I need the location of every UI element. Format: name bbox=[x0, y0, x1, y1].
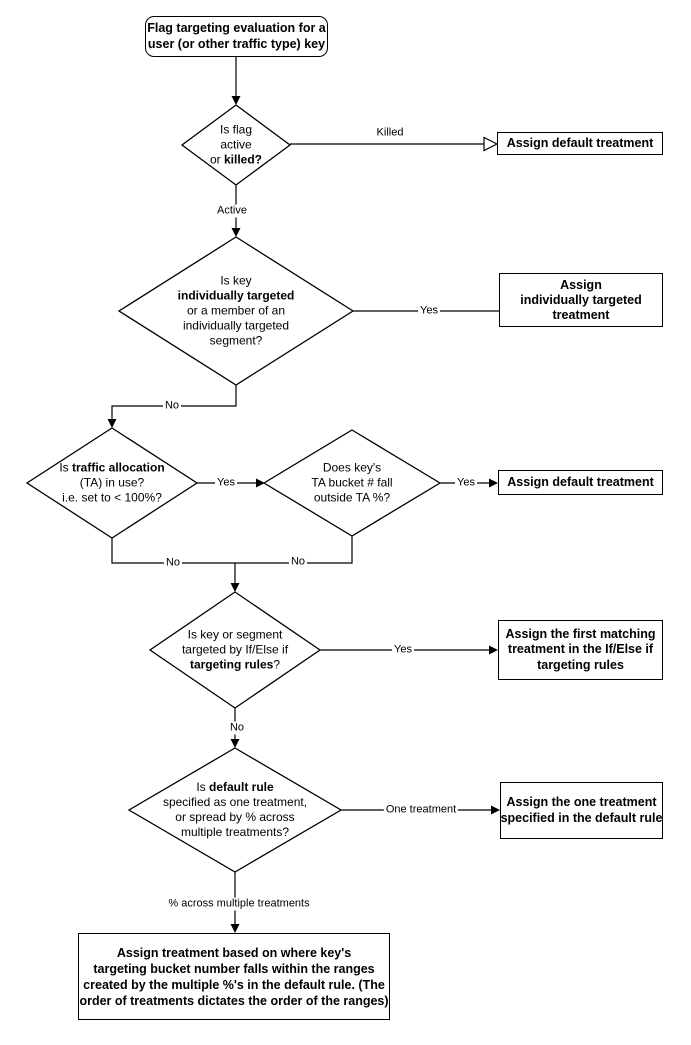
edge-label-yes-individual: Yes bbox=[420, 304, 438, 317]
decision-default-rule-text: Is default rule specified as one treatment, or spread by % across multiple treatments? bbox=[162, 780, 308, 839]
decision-ta-bucket-text: Does key's TA bucket # fall outside TA %? bbox=[311, 460, 393, 505]
arrowhead-yes-rules bbox=[489, 646, 498, 655]
start-line-1: Flag targeting evaluation for a bbox=[147, 21, 326, 35]
start-line-2: user (or other traffic type) key bbox=[147, 36, 326, 51]
edge-label-active: Active bbox=[217, 204, 247, 217]
start-node bbox=[145, 16, 328, 57]
arrowhead-no-rules bbox=[231, 739, 240, 748]
edge-label-no-rules: No bbox=[229, 721, 245, 734]
box-assign-one-treatment: Assign the one treatment specified in the default rule bbox=[500, 782, 663, 839]
edge-label-percent-across: % across multiple treatments bbox=[168, 897, 310, 910]
edge-label-one-treatment: One treatment bbox=[385, 803, 457, 816]
box-assign-treatment-by-ranges: Assign treatment based on where key's targeting bucket number falls within the ranges created by the multiple %'s in the default rule. (The order of treatments dictates the order of the ranges) bbox=[78, 933, 390, 1020]
decision-individually-targeted-text: Is key individually targeted or a member of an individually targeted segment? bbox=[177, 273, 295, 348]
decision-targeting-rules-text: Is key or segment targeted by If/Else if targeting rules? bbox=[181, 627, 289, 672]
arrowhead-merge bbox=[231, 583, 240, 592]
box-assign-default-treatment-killed: Assign default treatment bbox=[497, 132, 663, 155]
edge-label-killed: Killed bbox=[376, 126, 404, 139]
edge-label-no-individual: No bbox=[164, 399, 180, 412]
edge-label-yes-rules: Yes bbox=[394, 643, 412, 656]
arrowhead-yes-ta bbox=[256, 479, 265, 488]
edge-label-yes-ta: Yes bbox=[217, 476, 235, 489]
edge-label-no-ta: No bbox=[165, 556, 181, 569]
box-assign-default-treatment-bucket: Assign default treatment bbox=[498, 470, 663, 495]
arrowhead-killed-open bbox=[484, 138, 497, 151]
arrowhead-start bbox=[232, 96, 241, 105]
arrowhead-one-treatment bbox=[491, 806, 500, 815]
edge-label-yes-bucket: Yes bbox=[457, 476, 475, 489]
box-assign-first-matching-treatment: Assign the first matching treatment in the If/Else if targeting rules bbox=[498, 620, 663, 680]
decision-flag-active-text: Is flag active or killed? bbox=[209, 122, 263, 167]
box-assign-individually-targeted: Assign individually targeted treatment bbox=[499, 273, 663, 327]
arrowhead-percent bbox=[231, 924, 240, 933]
edge-label-no-bucket: No bbox=[290, 555, 306, 568]
arrowhead-yes-bucket bbox=[489, 479, 498, 488]
arrowhead-active bbox=[232, 228, 241, 237]
arrowhead-no-individual bbox=[108, 419, 117, 428]
decision-traffic-allocation-text: Is traffic allocation (TA) in use? i.e. set to < 100%? bbox=[59, 460, 165, 505]
